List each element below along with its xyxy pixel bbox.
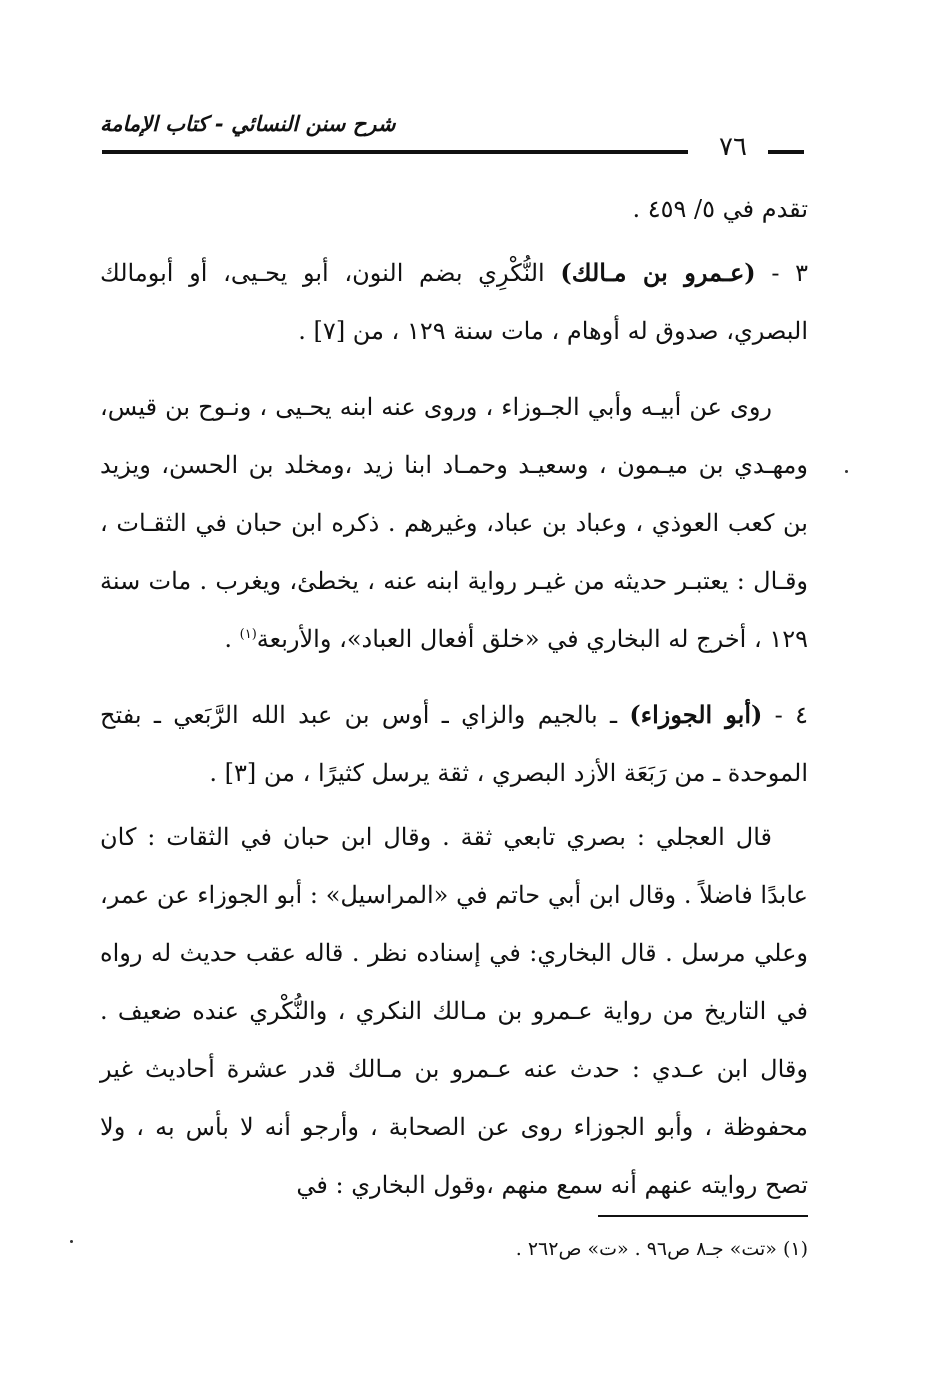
narrator-number: ٣ - <box>755 259 809 287</box>
paragraph-text: روى عن أبيـه وأبي الجـوزاء ، وروى عنه ابنه يحـيى ، ونـوح بن قيس، ومهـدي بن ميـمون ، وسعيـد وحمـاد ابنا زيد ،ومخلد بن الحسن، ويزيد بن كعب العوذي ، وعباد بن عباد، وغيرهم . ذكره ابن حبان في الثقـات ، وقـال : يعتبـر حديثه من غيـر رواية ابنه عنه ، يخطئ، ويغرب . مات سنة ١٢٩ ، أخرج له البخاري في «خلق أفعال العباد»، والأربعة <box>100 393 809 653</box>
scan-speck <box>845 470 848 473</box>
footnote-marker[interactable]: (١) <box>239 627 257 642</box>
header-rule <box>102 150 688 154</box>
narrator-name: (أبو الجوزاء) <box>629 700 763 729</box>
paragraph-reference: تقدم في ٥/ ٤٥٩ . <box>632 195 808 223</box>
paragraph-narrator-4 <box>100 686 808 802</box>
footnote-rule <box>598 1215 808 1217</box>
narrator-name: (عـمرو بن مـالك) <box>560 258 756 287</box>
paragraph-narrator-3-details <box>100 378 808 668</box>
scan-speck <box>70 1240 73 1243</box>
narrator-number: ٤ - <box>762 701 808 729</box>
paragraph-narrator-4-details: قال العجلي : بصري تابعي ثقة . وقال ابن حبان في الثقات : كان عابدًا فاضلاً . وقال ابن أبي حاتم في «المراسيل» : أبو الجوزاء عن عمر، وعلي مرسل . قال البخاري: في إسناده نظر . قاله عقب حديث له رواه في التاريخ من رواية عـمرو بن مـالك النكري ، والنُّكْري عنده ضعيف . وقال ابن عـدي : حدث عنه عـمرو بن مـالك قدر عشرة أحاديث غير محفوظة ، وأبو الجوزاء روى عن الصحابة ، وأرجو أنه لا بأس به ، ولا تصح روايته عنهم أنه سمع منهم ،وقول البخاري : في <box>100 823 808 1199</box>
page-number: ٧٦ <box>719 132 747 162</box>
running-title: شرح سنن النسائي - كتاب الإمامة <box>100 112 396 136</box>
narrator-description: ـ بالجيم والزاي ـ أوس بن عبد الله الرَّبَعي ـ بفتح الموحدة ـ من رَبَعَة الأزد البصري ، ثقة يرسل كثيرًا ، من [٣] . <box>100 701 808 787</box>
footnote: (١) «تت» جـ٨ ص٩٦ . «ت» ص٢٦٢ . <box>515 1238 808 1260</box>
paragraph-narrator-3 <box>100 244 808 360</box>
body-text <box>100 180 808 1214</box>
narrator-description: النُّكْرِي بضم النون، أبو يحـيى، أو أبومالك البصري، صدوق له أوهام ، مات سنة ١٢٩ ، من [٧] . <box>100 259 808 345</box>
paragraph-end: . <box>224 625 240 653</box>
page-number-dash <box>768 150 804 154</box>
